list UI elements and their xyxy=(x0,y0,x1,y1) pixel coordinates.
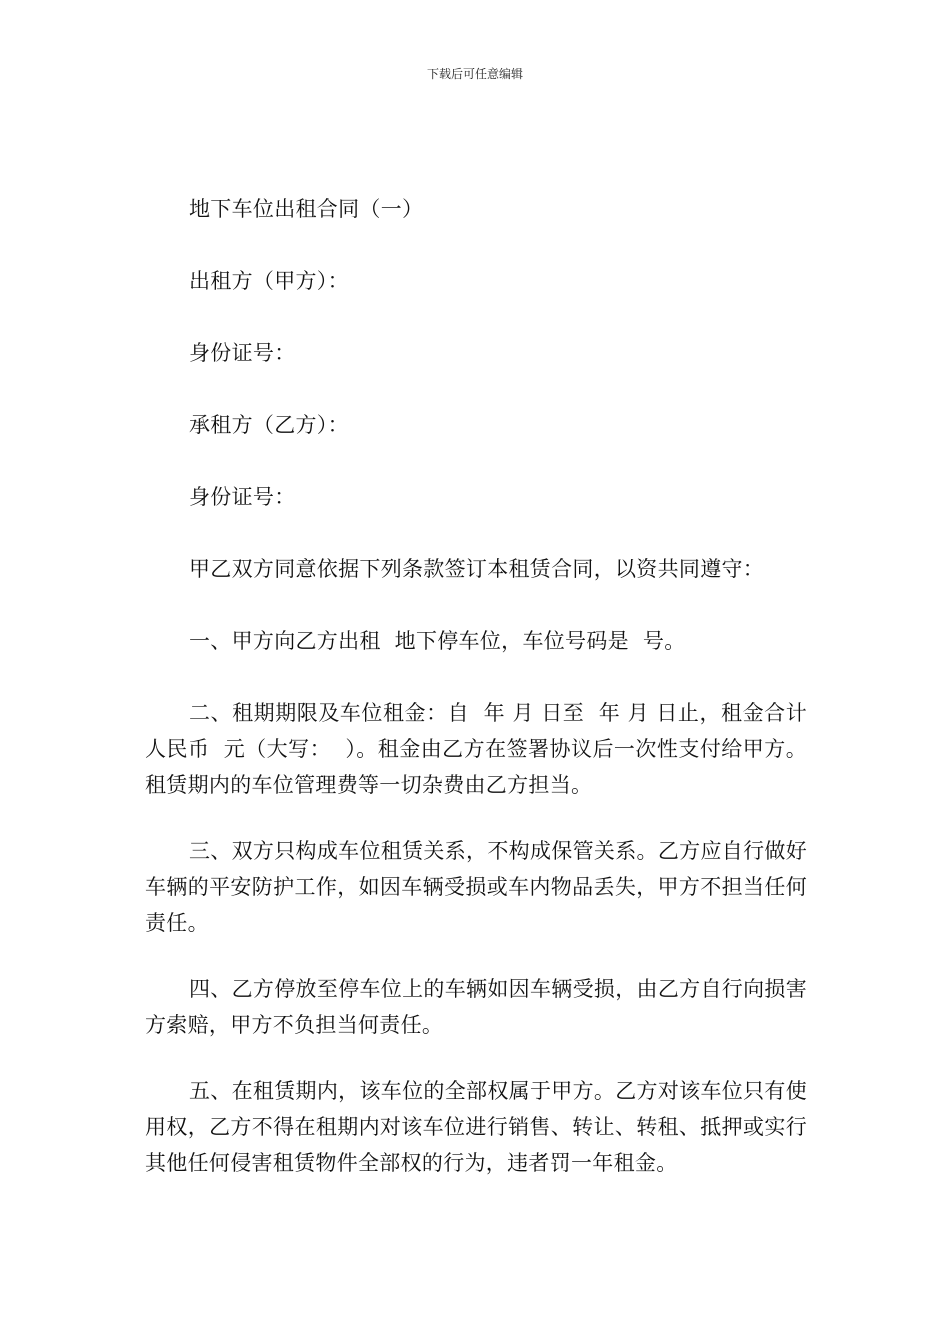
clause-2: 二、租期期限及车位租金：自 年 月 日至 年 月 日止，租金合计人民币 元（大写： ）。租金由乙方在签署协议后一次性支付给甲方。租赁期内的车位管理费等一切杂费由乙方担当。 xyxy=(145,701,807,797)
contract-body xyxy=(145,191,807,1181)
document-title: 地下车位出租合同（一） xyxy=(189,197,424,221)
lessor-line: 出租方（甲方）： xyxy=(189,269,349,293)
clause-5: 五、在租赁期内，该车位的全部权属于甲方。乙方对该车位只有使用权，乙方不得在租期内对该车位进行销售、转让、转租、抵押或实行其他任何侵害租赁物件全部权的行为，违者罚一年租金。 xyxy=(145,1079,807,1175)
lessee-line: 承租方（乙方）： xyxy=(189,413,349,437)
clause-3: 三、双方只构成车位租赁关系，不构成保管关系。乙方应自行做好车辆的平安防护工作，如因车辆受损或车内物品丢失，甲方不担当任何责任。 xyxy=(145,839,807,935)
lessor-id-line: 身份证号： xyxy=(189,341,296,365)
header-note: 下载后可任意编辑 xyxy=(426,67,523,81)
clause-4: 四、乙方停放至停车位上的车辆如因车辆受损，由乙方自行向损害方索赔，甲方不负担当何责任。 xyxy=(145,977,807,1037)
clause-1: 一、甲方向乙方出租 地下停车位，车位号码是 号。 xyxy=(189,629,686,653)
intro-paragraph: 甲乙双方同意依据下列条款签订本租赁合同，以资共同遵守： xyxy=(189,557,765,581)
lessee-id-line: 身份证号： xyxy=(189,485,296,509)
